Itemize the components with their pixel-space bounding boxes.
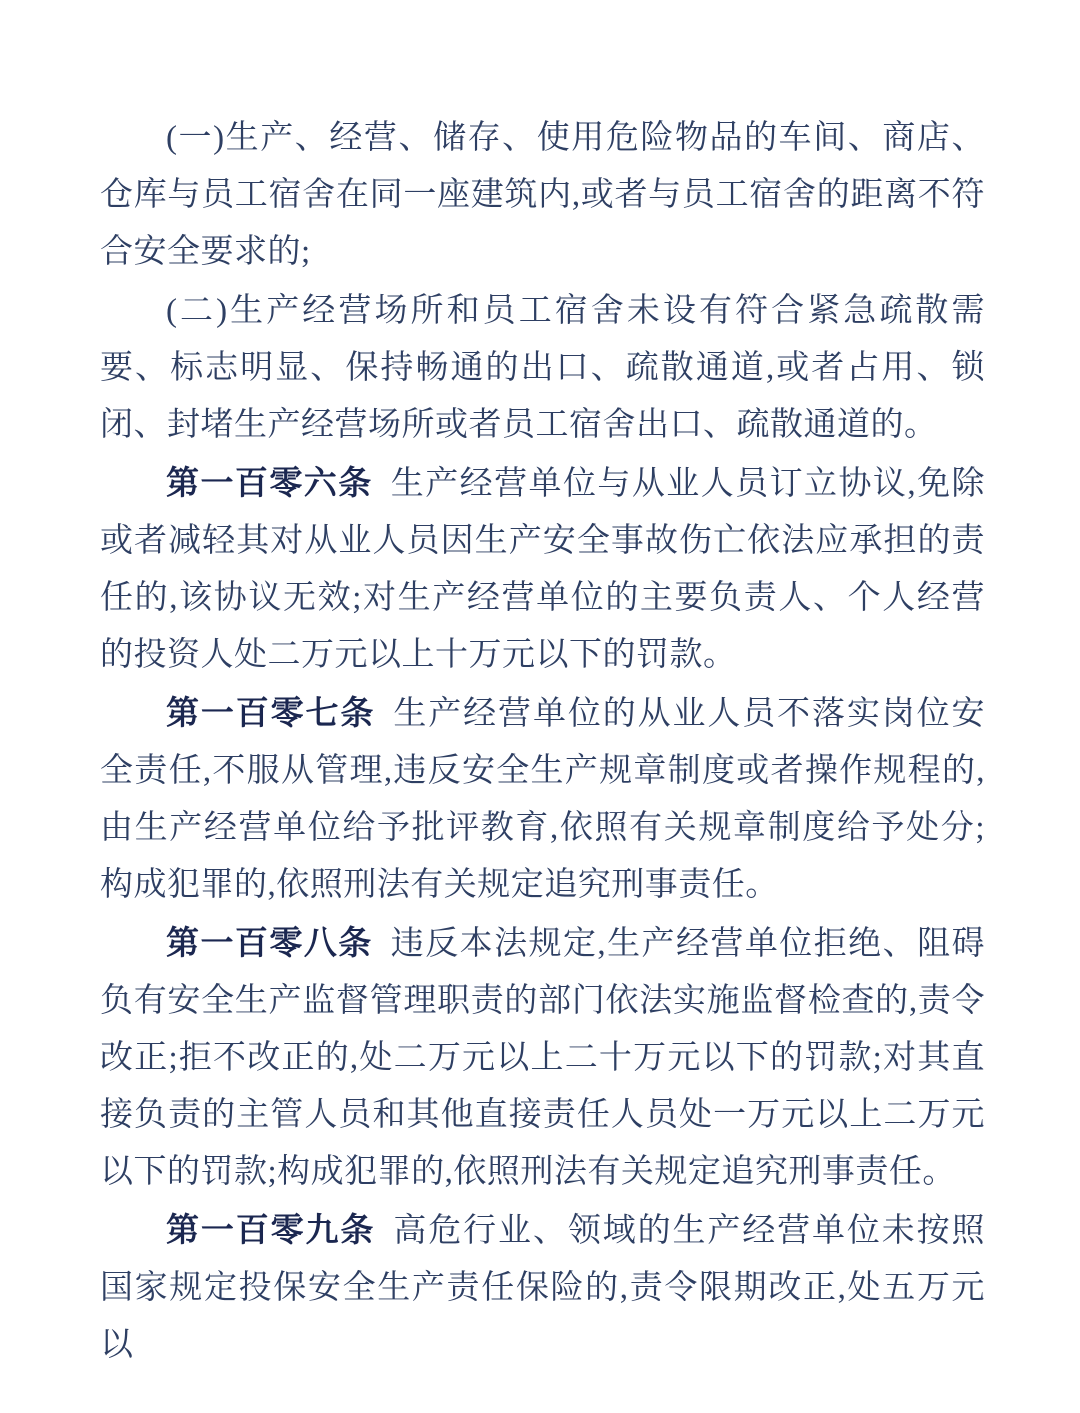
paragraph-text: 违反本法规定,生产经营单位拒绝、阻碍负有安全生产监督管理职责的部门依法实施监督检查的,责令改正;拒不改正的,处二万元以上二十万元以下的罚款;对其直接负责的主管人员和其他直接责任人员处一万元以上二万元以下的罚款;构成犯罪的,依照刑法有关规定追究刑事责任。: [100, 926, 986, 1190]
article-number: 第一百零八条: [166, 924, 373, 961]
article-number: 第一百零九条: [166, 1211, 376, 1248]
article-number: 第一百零七条: [166, 694, 376, 731]
law-paragraph-article-109: [100, 1201, 985, 1374]
paragraph-text: (一)生产、经营、储存、使用危险物品的车间、商店、仓库与员工宿舍在同一座建筑内,或者与员工宿舍的距离不符合安全要求的;: [100, 120, 985, 270]
law-text-body: [100, 108, 985, 1374]
law-paragraph-item-2: [100, 281, 985, 454]
paragraph-text: 生产经营单位的从业人员不落实岗位安全责任,不服从管理,违反安全生产规章制度或者操作规程的,由生产经营单位给予批评教育,依照有关规章制度给予处分;构成犯罪的,依照刑法有关规定追究刑事责任。: [100, 696, 986, 903]
law-paragraph-article-108: [100, 914, 985, 1201]
paragraph-text: (二)生产经营场所和员工宿舍未设有符合紧急疏散需要、标志明显、保持畅通的出口、疏散通道,或者占用、锁闭、封堵生产经营场所或者员工宿舍出口、疏散通道的。: [100, 293, 985, 443]
paragraph-text: 生产经营单位与从业人员订立协议,免除或者减轻其对从业人员因生产安全事故伤亡依法应承担的责任的,该协议无效;对生产经营单位的主要负责人、个人经营的投资人处二万元以上十万元以下的罚款。: [100, 466, 986, 673]
article-number: 第一百零六条: [166, 464, 373, 501]
law-paragraph-article-107: [100, 684, 985, 914]
law-paragraph-item-1: [100, 108, 985, 281]
paragraph-text: 高危行业、领域的生产经营单位未按照国家规定投保安全生产责任保险的,责令限期改正,处五万元以: [100, 1213, 986, 1363]
law-paragraph-article-106: [100, 454, 985, 684]
